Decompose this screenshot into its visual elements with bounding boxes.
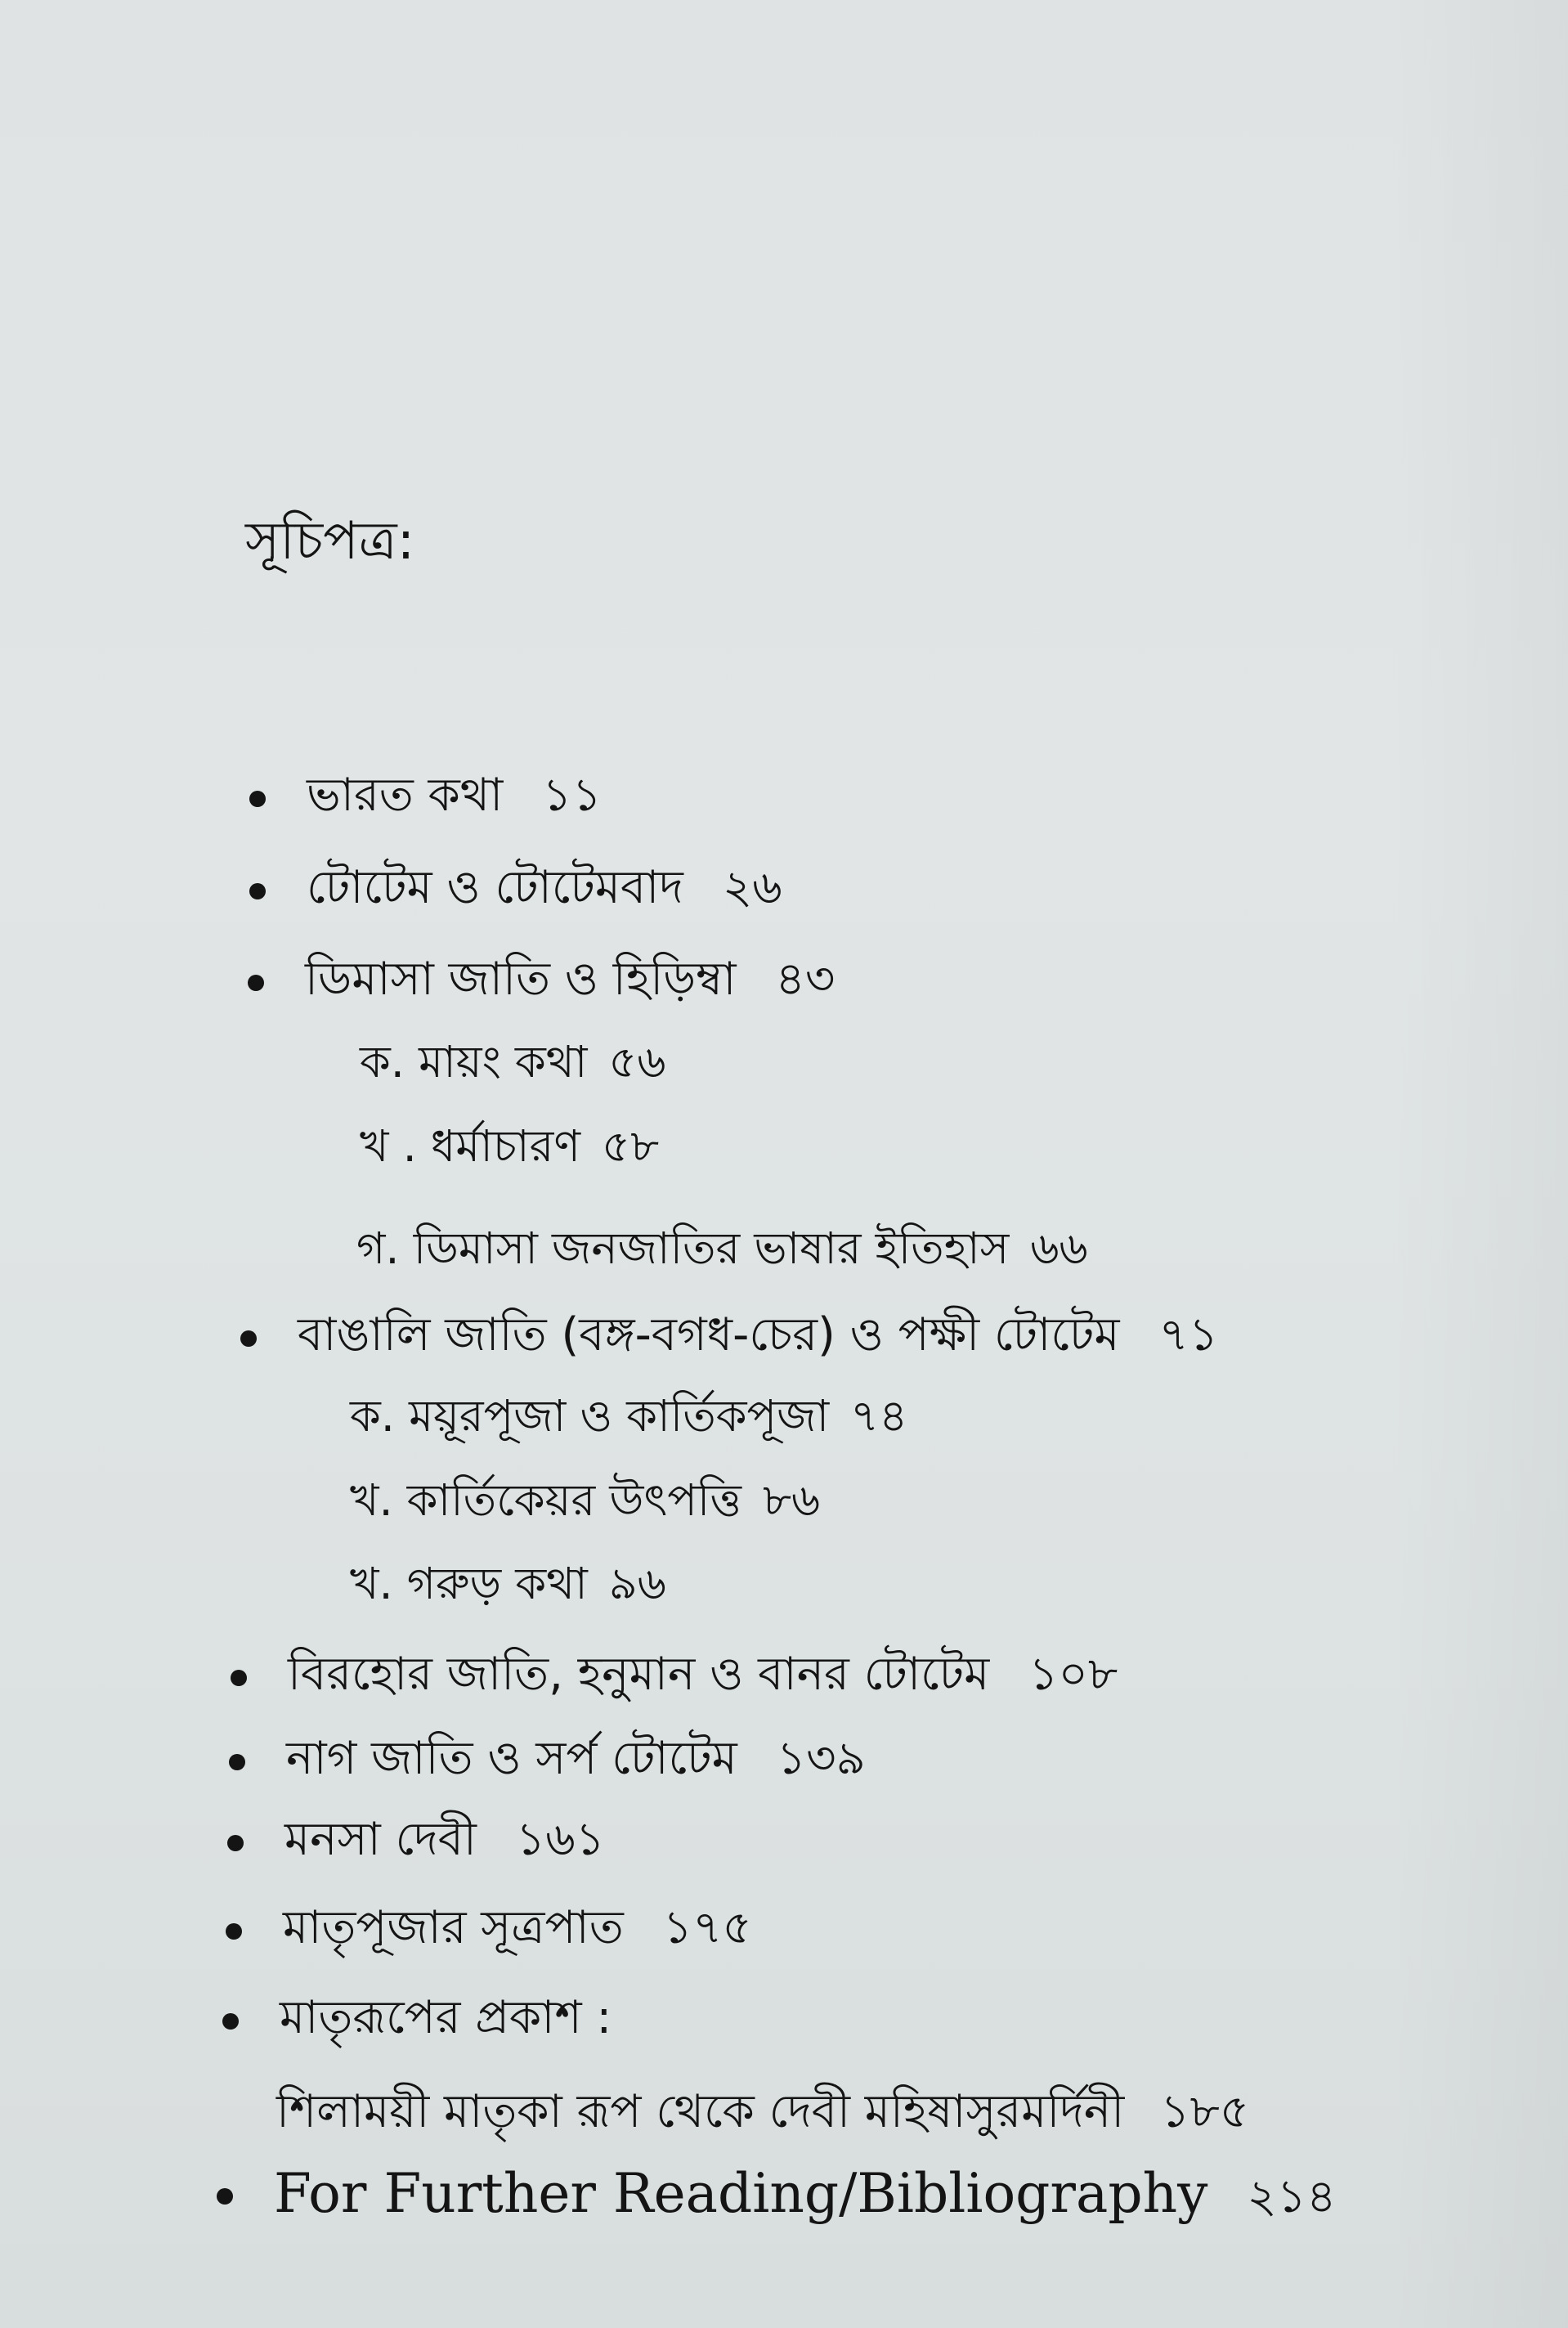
sub-entry-page-number: ৫৮: [602, 1120, 660, 1172]
bullet-icon: [217, 2188, 233, 2205]
sub-entry-page-number: ৯৬: [608, 1558, 666, 1609]
bullet-icon: [227, 1835, 244, 1851]
sub-entry-label: খ. গরুড় কথা: [350, 1558, 588, 1609]
entry-page-number: ৪৩: [775, 953, 836, 1006]
entry-label: মাতৃপূজার সূত্রপাত: [283, 1901, 624, 1954]
toc-entry: [284, 1813, 605, 1866]
bullet-icon: [248, 975, 264, 991]
continuation-page-number: ১৮৫: [1160, 2085, 1250, 2138]
toc-entry: [288, 1648, 1118, 1701]
entry-page-number: ১০৮: [1028, 1648, 1118, 1701]
toc-sub-entry: [356, 1222, 1088, 1274]
entry-label: ভারত কথা: [307, 769, 504, 822]
entry-page-number: ১১: [542, 769, 602, 822]
entry-label: ডিমাসা জাতি ও হিড়িম্বা: [305, 953, 737, 1006]
bullet-icon: [226, 1923, 242, 1940]
bullet-icon: [249, 883, 266, 899]
toc-entry: [280, 1991, 612, 2044]
bullet-icon: [222, 2013, 239, 2030]
entry-label: মাতৃরূপের প্রকাশ :: [280, 1991, 612, 2044]
entry-page-number: ৭১: [1158, 1308, 1219, 1361]
toc-entry: [274, 2162, 1337, 2225]
sub-entry-label: খ . ধর্মাচারণ: [360, 1120, 581, 1172]
page-title: সূচিপত্র:: [245, 511, 415, 572]
toc-sub-entry: [350, 1390, 908, 1442]
sub-entry-page-number: ৬৬: [1030, 1222, 1088, 1274]
entry-page-number: ২১৪: [1247, 2170, 1337, 2223]
toc-entry: [307, 861, 782, 914]
entry-page-number: ১৩৯: [776, 1732, 866, 1785]
continuation-label: শিলাময়ী মাতৃকা রূপ থেকে দেবী মহিষাসুরমর্দিনী: [276, 2085, 1125, 2138]
toc-entry: [283, 1901, 752, 1954]
bullet-icon: [231, 1670, 247, 1686]
sub-entry-page-number: ৮৬: [763, 1474, 821, 1526]
page-shadow: [1388, 0, 1568, 2328]
bullet-icon: [229, 1754, 245, 1770]
entry-label: টোটেম ও টোটেমবাদ: [307, 861, 683, 914]
sub-entry-label: গ. ডিমাসা জনজাতির ভাষার ইতিহাস: [356, 1222, 1010, 1274]
toc-entry: [307, 769, 602, 822]
toc-entry-continuation: [276, 2085, 1250, 2138]
toc-entry: [305, 953, 836, 1006]
toc-entry: [286, 1732, 866, 1785]
bullet-icon: [249, 791, 266, 807]
sub-entry-label: ক. ময়ূরপূজা ও কার্তিকপূজা: [350, 1390, 830, 1442]
entry-label: মনসা দেবী: [284, 1813, 477, 1866]
entry-page-number: ১৭৫: [662, 1901, 752, 1954]
entry-label: বাঙালি জাতি (বঙ্গ-বগধ-চের) ও পক্ষী টোটেম: [298, 1308, 1120, 1361]
toc-sub-entry: [350, 1474, 821, 1526]
sub-entry-page-number: ৭৪: [850, 1390, 908, 1442]
sub-entry-page-number: ৫৬: [608, 1036, 666, 1088]
toc-sub-entry: [360, 1036, 666, 1088]
entry-label: বিরহোর জাতি, হনুমান ও বানর টোটেম: [288, 1648, 990, 1701]
toc-sub-entry: [350, 1558, 666, 1609]
toc-entry: [298, 1308, 1219, 1361]
entry-page-number: ১৬১: [515, 1813, 605, 1866]
entry-page-number: ২৬: [722, 861, 782, 914]
sub-entry-label: খ. কার্তিকেয়র উৎপত্তি: [350, 1474, 742, 1526]
toc-sub-entry: [360, 1120, 660, 1172]
bullet-icon: [240, 1330, 257, 1347]
entry-label: For Further Reading/Bibliography: [274, 2162, 1208, 2225]
entry-label: নাগ জাতি ও সর্প টোটেম: [286, 1732, 737, 1785]
sub-entry-label: ক. মায়ং কথা: [360, 1036, 588, 1088]
